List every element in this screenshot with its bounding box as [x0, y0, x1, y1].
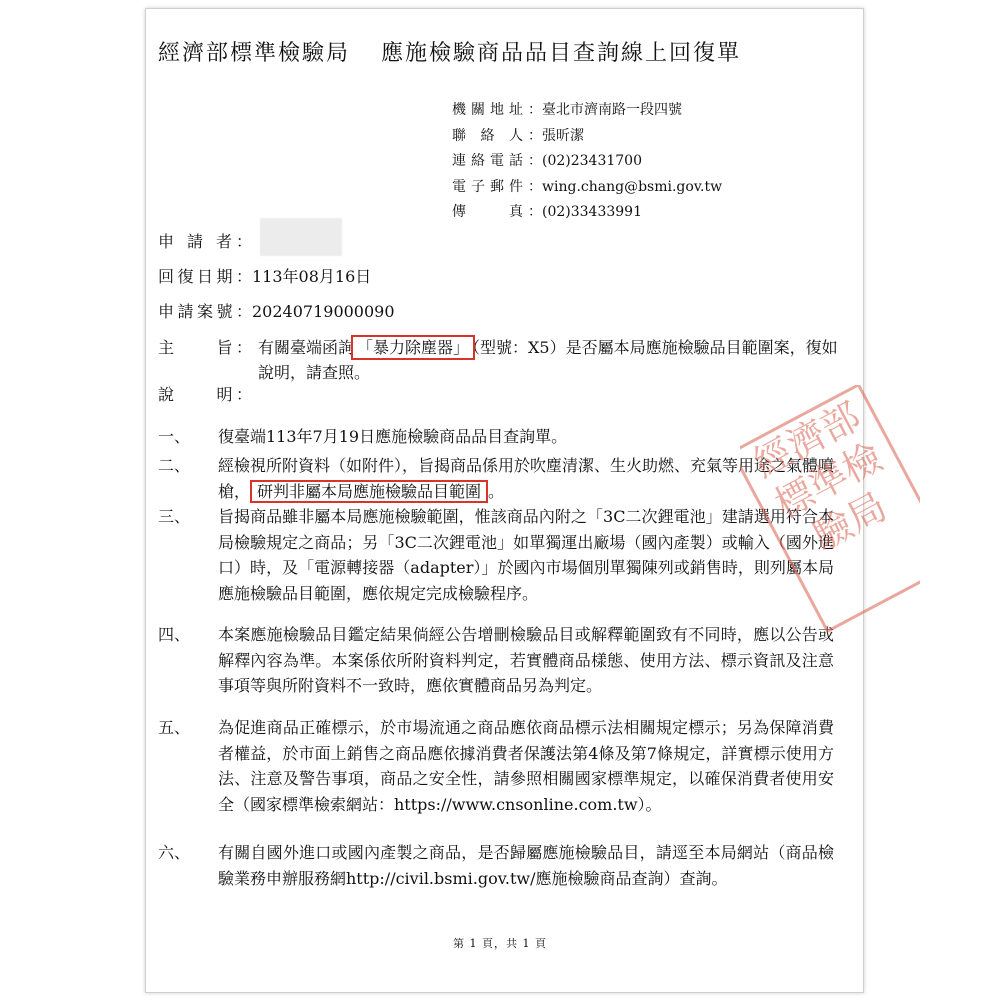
document-title	[158, 36, 848, 67]
contact-email: 電子郵件：wing.chang@bsmi.gov.tw	[452, 178, 723, 195]
official-seal-stamp	[740, 385, 920, 635]
explanation-item-6: 六、 有關自國外進口或國內產製之商品，是否歸屬應施檢驗品目，請逕至本局網站（商品檢驗業務申辦服務網http://civil.bsmi.gov.tw/應施檢驗商品查詢）查詢。	[158, 843, 834, 888]
explanation-item-1: 一、 復臺端113年7月19日應施檢驗商品品目查詢單。	[158, 427, 568, 446]
contact-phone: 連絡電話：(02)23431700	[452, 153, 642, 169]
seal-text: 經濟部標準檢驗局	[740, 385, 920, 633]
applicant-label: 申 請 者：	[158, 231, 252, 251]
contact-fax: 傳 真：(02)33433991	[452, 204, 642, 220]
explanation-label: 說 明：	[158, 385, 252, 404]
reply-date-row	[158, 264, 371, 287]
contact-address: 機關地址：臺北市濟南路一段四號	[452, 102, 682, 118]
reply-date-label: 回復日期：	[158, 267, 252, 286]
conclusion-highlight: 研判非屬本局應施檢驗品目範圍	[250, 480, 488, 503]
title-organization: 經濟部標準檢驗局	[158, 41, 351, 66]
case-number-label: 申請案號：	[158, 302, 252, 321]
explanation-item-5: 五、 為促進商品正確標示，於市場流通之商品應依商品標示法相關規定標示；另為保障消費者權益，於市面上銷售之商品應依據消費者保護法第4條及第7條規定，詳實標示使用方法、注意及警告事項，商品之安全性，請參照相關國家標準規定，以確保消費者使用安全（國家標準檢索網站：https://www.cnsonline.com.tw）。	[158, 718, 834, 814]
page-footer: 第 1 頁，共 1 頁	[453, 937, 547, 950]
contact-block	[452, 98, 722, 226]
case-number-row	[158, 299, 395, 322]
subject-section	[158, 335, 838, 385]
subject-text: 有關臺端函詢 「暴力除塵器」 （型號：X5）是否屬本局應施檢驗品目範圍案，復如說明，請查照。	[258, 338, 838, 382]
title-document-type: 應施檢驗商品品目查詢線上回復單	[381, 41, 742, 66]
case-number-value: 20240719000090	[252, 302, 395, 321]
explanation-item-3: 三、 旨揭商品雖非屬本局應施檢驗範圍，惟該商品內附之「3C二次鋰電池」建請選用符合本局檢驗規定之商品；另「3C二次鋰電池」如單獨運出廠場（國內產製）或輸入（國外進口）時，及「電源轉接器（adapter）」於國內市場個別單獨陳列或銷售時，則列屬本局應施檢驗品目範圍，應依規定完成檢驗程序。	[158, 507, 834, 603]
subject-label: 主 旨：	[158, 338, 252, 357]
contact-person: 聯 絡 人：張昕潔	[452, 127, 584, 144]
explanation-item-2: 二、 經檢視所附資料（如附件），旨揭商品係用於吹塵清潔、生火助燃、充氣等用途之氣體噴槍， 研判非屬本局應施檢驗品目範圍 。	[158, 456, 835, 501]
reply-date-value: 113年08月16日	[252, 267, 372, 286]
applicant-redacted	[260, 218, 342, 256]
applicant-row	[158, 228, 342, 256]
explanation-item-4: 四、 本案應施檢驗品目鑑定結果倘經公告增刪檢驗品目或解釋範圍致有不同時，應以公告或解釋內容為準。本案係依所附資料判定，若實體商品樣態、使用方法、標示資訊及注意事項等與所附資料不一致時，應依實體商品另為判定。	[158, 625, 834, 695]
subject-highlight: 「暴力除塵器」	[354, 338, 472, 357]
